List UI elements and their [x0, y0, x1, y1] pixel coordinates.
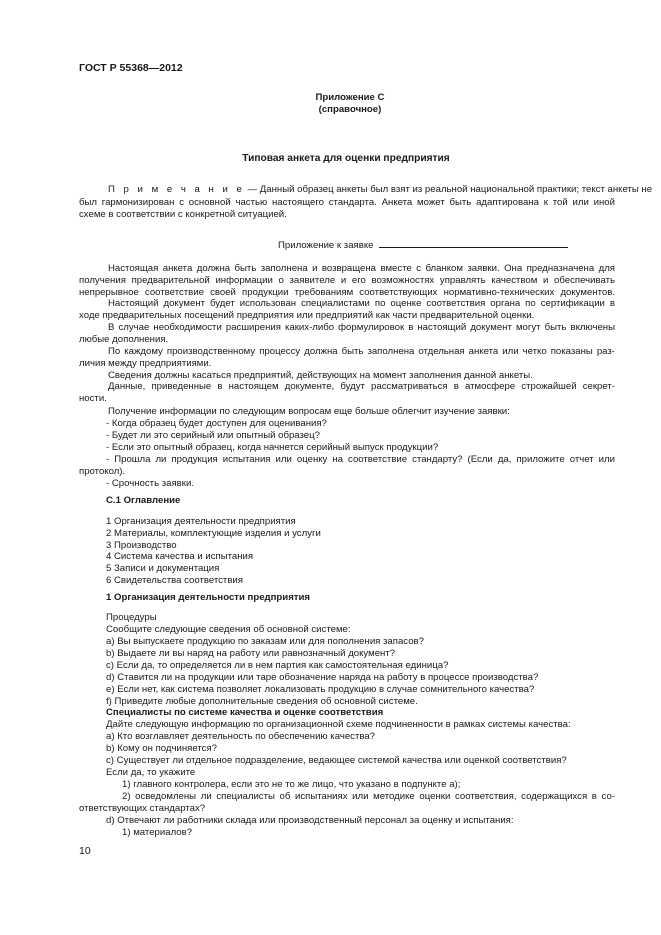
paragraph-line: получения предварительной информации о заявителе и его возможностях управлять качеством и обеспечивать — [79, 275, 615, 286]
list-item: e) Если нет, как система позволяет локализовать продукцию в случае сомнительного качества? — [106, 684, 535, 695]
list-item: d) Отвечают ли работники склада или производственный персонал за оценку и испытания: — [106, 815, 514, 826]
list-item: протокол). — [79, 466, 126, 477]
toc-item: 5 Записи и документация — [106, 563, 220, 574]
header-standard-number: ГОСТ Р 55368—2012 — [79, 62, 183, 74]
paragraph-line: личия между предприятиями. — [79, 358, 212, 369]
list-item: - Прошла ли продукция испытания или оценку на соответствие стандарту? (Если да, приложите отчет или — [106, 454, 615, 465]
list-item: - Будет ли это серийный или опытный образец? — [106, 430, 320, 441]
paragraph-line: любые дополнения. — [79, 334, 169, 345]
list-item: a) Кто возглавляет деятельность по обеспечению качества? — [106, 731, 376, 742]
sub-item: 1) материалов? — [122, 827, 193, 838]
toc-item: 1 Организация деятельности предприятия — [106, 516, 296, 527]
list-item: - Когда образец будет доступен для оценивания? — [106, 418, 327, 429]
list-item: a) Вы выпускаете продукцию по заказам или для пополнения запасов? — [106, 636, 424, 647]
paragraph-line: непрерывное соответствие своей продукции требованиям соответствующих нормативно-технических документов. — [79, 287, 615, 298]
list-item: c) Существует ли отдельное подразделение, ведающее системой качества или оценкой соответствия? — [106, 755, 567, 766]
page-number: 10 — [79, 845, 91, 857]
note-line: был гармонизирован с основной частью настоящего стандарта. Анкета может быть адаптирована к той или иной — [79, 197, 615, 208]
attachment-blank-field — [379, 238, 568, 248]
sub-item: ответствующих стандартах? — [79, 803, 206, 814]
list-item: d) Ставится ли на продукции или таре обозначение наряда на работу в процессе производства? — [106, 672, 539, 683]
paragraph-line: ности. — [79, 393, 107, 404]
appendix-title: Приложение С — [315, 92, 385, 103]
note-line: схеме в соответствии с конкретной ситуацией. — [79, 209, 287, 220]
paragraph-line: Сведения должны касаться предприятий, действующих на момент заполнения данной анкеты. — [108, 370, 533, 381]
sub-item: 2) осведомлены ли специалисты об испытаниях или методике оценки соответствия, содержащихся в со- — [122, 791, 615, 802]
paragraph-line: В случае необходимости расширения каких-либо формулировок в настоящий документ могут быть включены — [108, 322, 615, 333]
note-label: П р и м е ч а н и е — [108, 184, 245, 195]
toc-heading: С.1 Оглавление — [106, 495, 181, 506]
paragraph-line: Дайте следующую информацию по организационной схеме подчиненности в рамках системы качества: — [106, 719, 571, 730]
note-line: — Данный образец анкеты был взят из реальной национальной практики; текст анкеты не — [247, 184, 653, 195]
toc-item: 3 Производство — [106, 540, 177, 551]
paragraph-line: Настоящий документ будет использован специалистами по оценке соответствия органа по сертификации в — [108, 298, 615, 309]
paragraph-line: Сообщите следующие сведения об основной системе: — [106, 624, 351, 635]
list-item: c) Если да, то определяется ли в нем партия как самостоятельная единица? — [106, 660, 449, 671]
list-item: - Если это опытный образец, когда начнется серийный выпуск продукции? — [106, 442, 439, 453]
specialists-heading: Специалисты по системе качества и оценке соответствия — [106, 707, 384, 718]
list-item: - Срочность заявки. — [106, 478, 194, 489]
paragraph-line: Если да, то укажите — [106, 767, 196, 778]
toc-item: 6 Свидетельства соответствия — [106, 575, 243, 586]
list-item: b) Выдаете ли вы наряд на работу или равнозначный документ? — [106, 648, 396, 659]
procedures-label: Процедуры — [106, 612, 157, 623]
section1-heading: 1 Организация деятельности предприятия — [106, 592, 310, 603]
document-title: Типовая анкета для оценки предприятия — [242, 153, 450, 164]
list-item: f) Приведите любые дополнительные сведения об основной системе. — [106, 696, 418, 707]
toc-item: 4 Система качества и испытания — [106, 551, 254, 562]
paragraph-line: ходе предварительных посещений предприятия или предприятий как части предварительной оценки. — [79, 310, 535, 321]
paragraph-line: По каждому производственному процессу должна быть заполнена отдельная анкета или четко показаны раз- — [108, 346, 615, 357]
attachment-line — [278, 238, 568, 252]
attachment-label: Приложение к заявке — [278, 240, 374, 251]
appendix-subtitle: (справочное) — [318, 104, 382, 115]
paragraph-line: Получение информации по следующим вопросам еще больше облегчит изучение заявки: — [108, 406, 510, 417]
list-item: b) Кому он подчиняется? — [106, 743, 217, 754]
sub-item: 1) главного контролера, если это не то же лицо, что указано в подпункте а); — [122, 779, 461, 790]
paragraph-line: Данные, приведенные в настоящем документе, будут рассматриваться в атмосфере строжайшей секрет- — [108, 381, 615, 392]
toc-item: 2 Материалы, комплектующие изделия и услуги — [106, 528, 321, 539]
paragraph-line: Настоящая анкета должна быть заполнена и возвращена вместе с бланком заявки. Она предназначена для — [108, 263, 615, 274]
